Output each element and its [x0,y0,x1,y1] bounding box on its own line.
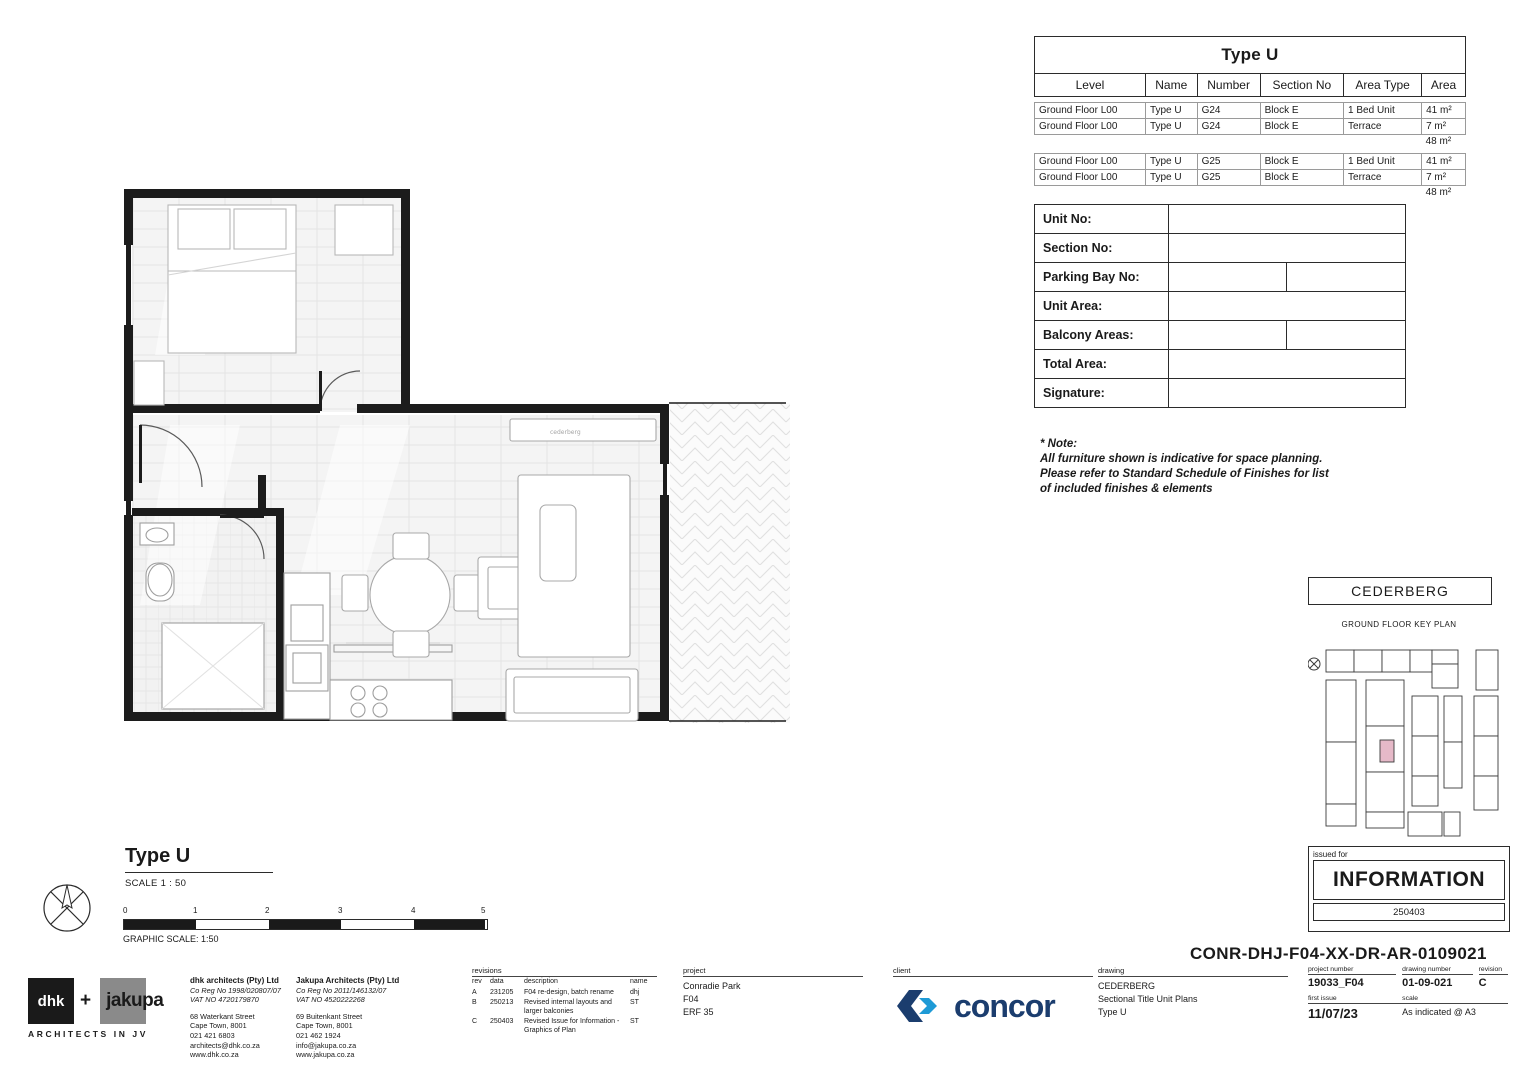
cell-area-type: 1 Bed Unit [1344,103,1422,119]
svg-text:cederberg: cederberg [550,429,581,436]
revisions-block [472,966,657,1037]
table-row [472,998,657,1017]
cell-number: G24 [1197,119,1260,135]
keyplan-subtitle: GROUND FLOOR KEY PLAN [1341,620,1457,629]
schedule-header-level: Level [1035,74,1146,97]
concor-wordmark: concor [954,987,1055,1024]
info-label: Total Area: [1035,350,1169,379]
firm2-web[interactable]: www.jakupa.co.za [296,1050,355,1060]
note-line-2: Please refer to Standard Schedule of Finishes for list [1040,468,1329,480]
rev-description: Revised internal layouts and larger balconies [524,999,612,1015]
scale-tick-1: 1 [193,906,198,915]
drawing-block [1098,966,1288,1019]
info-label: Signature: [1035,379,1169,408]
first-issue-heading: first issue [1308,995,1402,1004]
client-heading: client [893,966,1093,977]
cell-section: Block E [1260,170,1343,186]
first-issue-cell [1308,989,1402,1021]
schedule-header-section-no: Section No [1260,74,1343,97]
concor-logo-mark [893,984,947,1028]
name-col-head: name [630,978,648,985]
drawing-number-large: CONR-DHJ-F04-XX-DR-AR-0109021 [1190,944,1487,963]
revision-value: C [1478,977,1487,989]
dhk-wordmark: dhk [37,992,65,1010]
desc-col-head: description [524,978,558,985]
project-line-3: ERF 35 [683,1007,714,1017]
info-row-signature [1035,379,1406,408]
firm-details-dhk [190,976,290,1060]
group-total: 48 m² [1425,136,1452,147]
info-label: Balcony Areas: [1035,321,1169,350]
firm1-tel: 021 421 6803 [190,1030,235,1040]
unit-schedule-table [1034,36,1466,199]
info-value-field-2[interactable] [1287,321,1406,350]
graphic-scale-bar [123,906,488,930]
rev-name: ST [630,999,639,1007]
keyplan-title: CEDERBERG [1308,577,1492,605]
note-line-1: All furniture shown is indicative for space planning. [1040,453,1323,465]
scale-tick-3: 3 [338,906,343,915]
project-line-2: F04 [683,994,699,1004]
info-label: Section No: [1035,234,1169,263]
info-label: Parking Bay No: [1035,263,1169,292]
group-total: 48 m² [1425,187,1452,198]
schedule-header-area: Area [1422,74,1466,97]
cell-area-type: Terrace [1344,119,1422,135]
cell-name: Type U [1145,103,1197,119]
drawing-line-1: CEDERBERG [1098,981,1156,991]
firm2-addr1: 69 Buitenkant Street [296,1011,363,1021]
project-number-cell [1308,966,1402,989]
table-row [1035,154,1466,170]
cell-area: 7 m² [1422,170,1466,186]
graphic-scale-label: GRAPHIC SCALE: 1:50 [123,934,219,944]
schedule-header-name: Name [1145,74,1197,97]
table-row [472,1017,657,1036]
cell-number: G25 [1197,154,1260,170]
firm2-vat: VAT NO 4520222268 [296,995,365,1005]
drawing-identification-block [1308,966,1508,1021]
scale-ticks [123,906,486,918]
cell-section: Block E [1260,103,1343,119]
info-value-field[interactable] [1168,205,1405,234]
drawing-number-value: 01-09-021 [1402,977,1453,989]
info-row-parking-bay [1035,263,1406,292]
project-number-value: 19033_F04 [1308,977,1364,989]
date-col-head: data [490,978,504,985]
rev-description: F04 re-design, batch rename [524,988,614,996]
logo-tagline: ARCHITECTS IN JV [28,1029,148,1039]
cell-level: Ground Floor L00 [1035,103,1146,119]
issue-date: 250403 [1313,903,1505,921]
revision-heading: revision [1479,966,1508,975]
rev-date: 250403 [490,1018,514,1026]
first-issue-value: 11/07/23 [1308,1006,1358,1021]
firm1-addr1: 68 Waterkant Street [190,1011,255,1021]
scale-cell [1402,989,1508,1021]
floor-plan-drawing [110,175,810,770]
cell-name: Type U [1145,170,1197,186]
scale-tick-5: 5 [481,906,486,915]
firm1-reg: Co Reg No 1998/020807/07 [190,985,281,995]
drawing-number-heading: drawing number [1402,966,1473,975]
cell-section: Block E [1260,154,1343,170]
firm-details-jakupa [296,976,400,1060]
cell-section: Block E [1260,119,1343,135]
cell-level: Ground Floor L00 [1035,170,1146,186]
info-label: Unit Area: [1035,292,1169,321]
firm2-email[interactable]: info@jakupa.co.za [296,1040,357,1050]
keyplan-diagram [1308,636,1508,840]
firm1-vat: VAT NO 4720179870 [190,995,259,1005]
cell-level: Ground Floor L00 [1035,154,1146,170]
rev-letter: C [472,1018,478,1026]
cell-area-type: Terrace [1344,170,1422,186]
note-heading: * Note: [1040,438,1078,450]
rev-col-head: rev [472,978,482,985]
project-line-1: Conradie Park [683,981,741,991]
schedule-title: Type U [1035,37,1466,74]
issued-for-label: issued for [1313,850,1348,859]
cell-area-type: 1 Bed Unit [1344,154,1422,170]
info-row-unit-area [1035,292,1406,321]
issue-status: INFORMATION [1313,860,1505,900]
note-line-3: of included finishes & elements [1040,483,1213,495]
firm1-name: dhk architects (Pty) Ltd [190,976,279,985]
schedule-header-area-type: Area Type [1344,74,1422,97]
plan-title-block [125,845,400,889]
drawing-line-3: Type U [1098,1007,1127,1017]
rev-name: ST [630,1018,639,1026]
project-number-heading: project number [1308,966,1396,975]
info-value-field[interactable] [1168,263,1287,292]
info-value-field-2[interactable] [1287,263,1406,292]
note-block [1040,437,1440,497]
firm1-email[interactable]: architects@dhk.co.za [190,1040,260,1050]
unit-info-table [1034,204,1406,408]
firm2-reg: Co Reg No 2011/146132/07 [296,985,387,995]
issued-for-box [1308,846,1510,932]
info-label: Unit No: [1035,205,1169,234]
dhk-logo-mark [28,978,74,1024]
cell-number: G24 [1197,103,1260,119]
schedule-header-number: Number [1197,74,1260,97]
table-row [472,988,657,999]
cell-number: G25 [1197,170,1260,186]
rev-description: Revised Issue for Information - Graphics of Plan [524,1018,620,1034]
scale-heading: scale [1402,995,1508,1004]
rev-date: 250213 [490,999,514,1007]
plan-scale: SCALE 1 : 50 [125,878,187,889]
firm2-tel: 021 462 1924 [296,1030,341,1040]
scale-tick-2: 2 [265,906,270,915]
drawing-heading: drawing [1098,966,1288,977]
project-block [683,966,863,1019]
cell-area: 41 m² [1422,154,1466,170]
drawing-line-2: Sectional Title Unit Plans [1098,994,1198,1004]
info-row-section-no [1035,234,1406,263]
info-value-field[interactable] [1168,292,1405,321]
info-value-field[interactable] [1168,234,1405,263]
info-row-unit-no [1035,205,1406,234]
drawing-number-cell [1402,966,1479,989]
project-heading: project [683,966,863,977]
revision-cell [1479,966,1508,989]
cell-area: 7 m² [1422,119,1466,135]
jakupa-wordmark: jakupa [106,990,164,1011]
logo-plus: + [80,990,92,1011]
scale-tick-4: 4 [411,906,416,915]
table-row [1035,103,1466,119]
rev-letter: A [472,988,477,996]
firm2-addr2: Cape Town, 8001 [296,1021,353,1031]
scale-bar-graphic [123,919,488,930]
client-block [893,966,1093,980]
info-value-field[interactable] [1168,350,1405,379]
rev-date: 231205 [490,988,514,996]
scale-tick-0: 0 [123,906,128,915]
info-row-total-area [1035,350,1406,379]
concor-logo [893,984,1055,1028]
rev-letter: B [472,999,477,1007]
firm2-name: Jakupa Architects (Pty) Ltd [296,976,400,985]
firm1-web[interactable]: www.dhk.co.za [190,1050,239,1060]
north-arrow-icon [41,882,93,939]
dhk-jakupa-logo [28,978,163,1039]
info-row-balcony-areas [1035,321,1406,350]
table-row [1035,170,1466,186]
revisions-heading: revisions [472,966,657,977]
cell-area: 41 m² [1422,103,1466,119]
info-value-field[interactable] [1168,321,1287,350]
cell-name: Type U [1145,154,1197,170]
table-row [1035,119,1466,135]
rev-name: dhj [630,988,640,996]
page-title: Type U [125,845,191,867]
info-value-field[interactable] [1168,379,1405,408]
firm1-addr2: Cape Town, 8001 [190,1021,247,1031]
title-rule [125,872,273,873]
cell-name: Type U [1145,119,1197,135]
scale-value: As indicated @ A3 [1402,1007,1476,1017]
cell-level: Ground Floor L00 [1035,119,1146,135]
revisions-header-row [472,977,657,988]
